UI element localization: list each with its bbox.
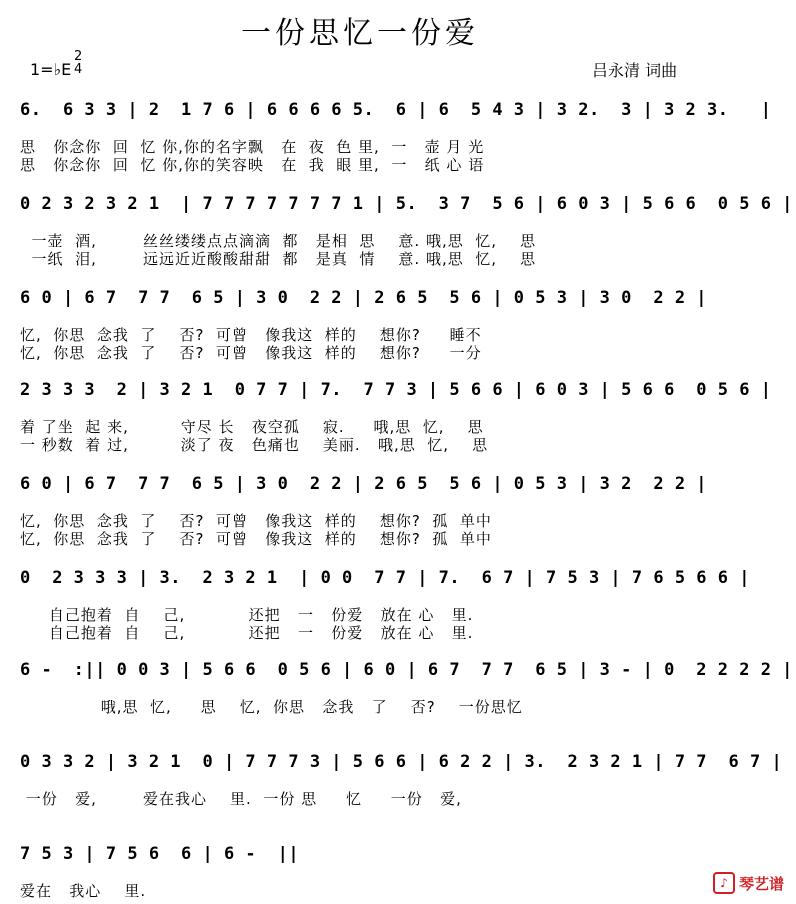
lyric-line-2: 忆, 你思 念我 了 否? 可曾 像我这 样的 想你? 孤 单中: [20, 530, 492, 548]
song-author: 吕永清 词曲: [592, 61, 678, 80]
notation-line: 0 3 3 2 | 3 2 1 0 | 7 7 7 3 | 5 6 6 | 6 2 2 | 3. 2 3 2 1 | 7 7 6 7 |: [20, 752, 783, 772]
lyric-line-1: 一壶 酒, 丝丝缕缕点点滴滴 都 是相 思 意. 哦,思 忆, 思: [20, 232, 537, 250]
lyric-line-1: 思 你念你 回 忆 你,你的名字飘 在 夜 色 里, 一 壶 月 光: [20, 138, 485, 156]
key-signature: 1=♭E: [30, 60, 72, 79]
time-signature: [74, 50, 82, 76]
site-logo: [713, 872, 784, 894]
notation-line: 0 2 3 3 3 | 3. 2 3 2 1 | 0 0 7 7 | 7. 6 7 | 7 5 3 | 7 6 5 6 6 |: [20, 568, 750, 588]
lyric-line-2: 自己抱着 自 己, 还把 一 份爱 放在 心 里.: [20, 624, 474, 642]
lyric-line-2: 忆, 你思 念我 了 否? 可曾 像我这 样的 想你? 一分: [20, 344, 482, 362]
notation-line: 6 - :|| 0 0 3 | 5 6 6 0 5 6 | 6 0 | 6 7 7 7 6 5 | 3 - | 0 2 2 2 2 |: [20, 660, 793, 680]
lyric-line-1: 一份 爱, 爱在我心 里. 一份 思 忆 一份 爱,: [20, 790, 462, 808]
notation-line: 6. 6 3 3 | 2 1 7 6 | 6 6 6 6 5. 6 | 6 5 4 3 | 3 2. 3 | 3 2 3. |: [20, 100, 772, 120]
lyric-line-1: 着 了坐 起 来, 守尽 长 夜空孤 寂. 哦,思 忆, 思: [20, 418, 484, 436]
lyric-line-1: 哦,思 忆, 思 忆, 你思 念我 了 否? 一份思忆: [20, 698, 523, 716]
lyric-line-1: 忆, 你思 念我 了 否? 可曾 像我这 样的 想你? 孤 单中: [20, 512, 492, 530]
lyric-line-1: 自己抱着 自 己, 还把 一 份爱 放在 心 里.: [20, 606, 474, 624]
time-signature-top: 2: [74, 49, 83, 64]
notation-line: 0 2 3 2 3 2 1 | 7 7 7 7 7 7 7 1 | 5. 3 7 5 6 | 6 0 3 | 5 6 6 0 5 6 |: [20, 194, 793, 214]
piano-key-icon: ♪: [713, 872, 735, 894]
notation-line: 6 0 | 6 7 7 7 6 5 | 3 0 2 2 | 2 6 5 5 6 | 0 5 3 | 3 0 2 2 |: [20, 288, 708, 308]
lyric-line-1: 爱在 我心 里.: [20, 882, 147, 900]
site-logo-text: 琴艺谱: [738, 874, 784, 893]
time-signature-bottom: 4: [74, 62, 83, 77]
notation-line: 2 3 3 3 2 | 3 2 1 0 7 7 | 7. 7 7 3 | 5 6 6 | 6 0 3 | 5 6 6 0 5 6 |: [20, 380, 772, 400]
lyric-line-2: 一 秒数 着 过, 淡了 夜 色痛也 美丽. 哦,思 忆, 思: [20, 436, 489, 454]
notation-line: 6 0 | 6 7 7 7 6 5 | 3 0 2 2 | 2 6 5 5 6 | 0 5 3 | 3 2 2 2 |: [20, 474, 708, 494]
lyric-line-1: 忆, 你思 念我 了 否? 可曾 像我这 样的 想你? 睡不: [20, 326, 482, 344]
lyric-line-2: 思 你念你 回 忆 你,你的笑容映 在 我 眼 里, 一 纸 心 语: [20, 156, 485, 174]
notation-line: 7 5 3 | 7 5 6 6 | 6 - ||: [20, 844, 300, 864]
song-title: 一份思忆一份爱: [241, 16, 479, 51]
lyric-line-2: 一纸 泪, 远远近近酸酸甜甜 都 是真 情 意. 哦,思 忆, 思: [20, 250, 537, 268]
